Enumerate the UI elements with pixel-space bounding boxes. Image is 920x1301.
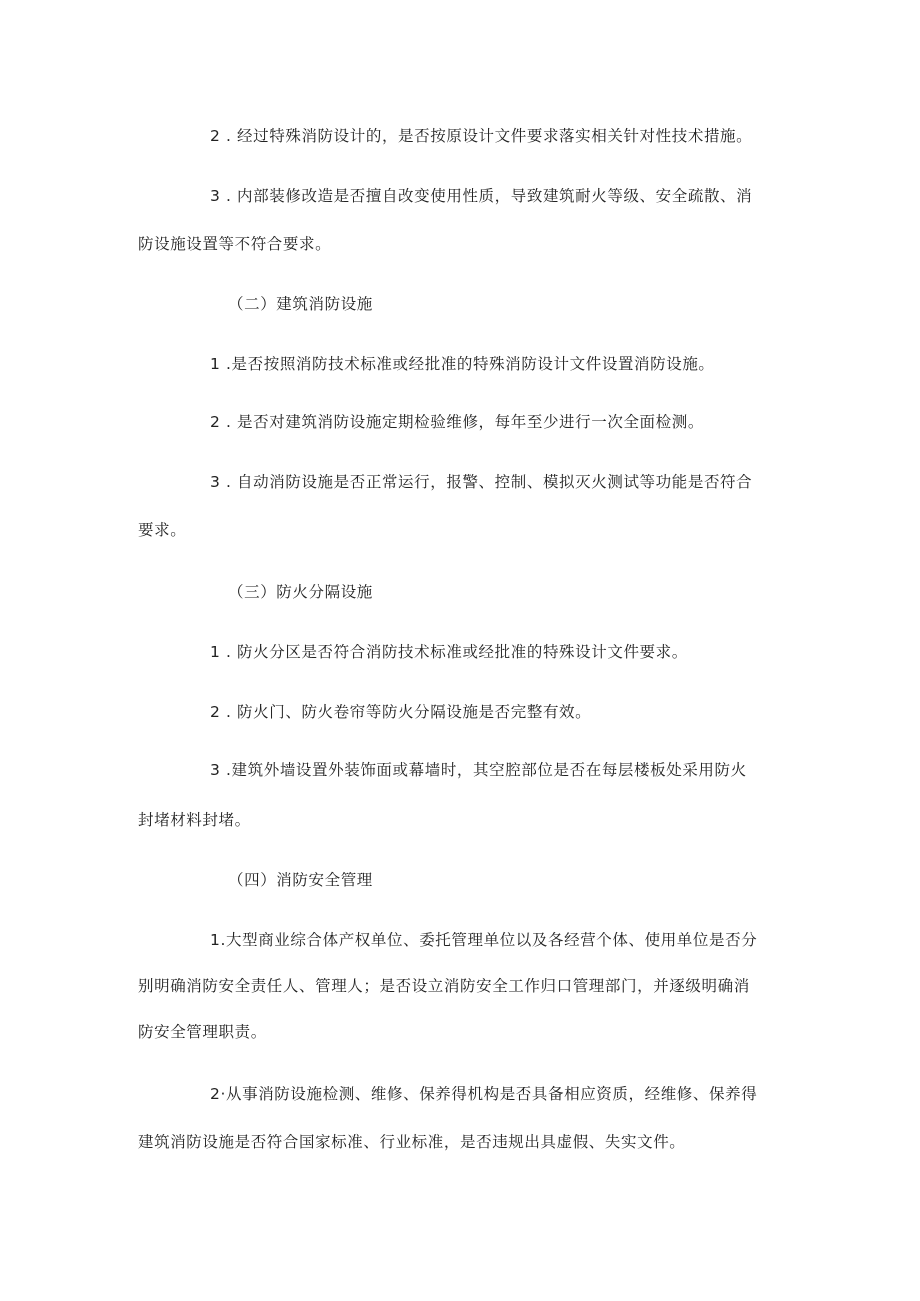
- paragraph-line: 建筑消防设施是否符合国家标准、行业标准，是否违规出具虚假、失实文件。: [138, 1133, 686, 1151]
- paragraph-line: 别明确消防安全责任人、管理人；是否设立消防安全工作归口管理部门，并逐级明确消: [138, 977, 750, 995]
- paragraph-line: 2 . 防火门、防火卷帘等防火分隔设施是否完整有效。: [210, 703, 592, 721]
- paragraph-line: 防设施设置等不符合要求。: [138, 235, 332, 253]
- paragraph-line: 防安全管理职责。: [138, 1023, 267, 1041]
- paragraph-line: 2 . 经过特殊消防设计的，是否按原设计文件要求落实相关针对性技术措施。: [210, 127, 753, 145]
- paragraph-line: 2 . 是否对建筑消防设施定期检验维修，每年至少进行一次全面检测。: [210, 413, 704, 431]
- paragraph-line: 2·从事消防设施检测、维修、保养得机构是否具备相应资质，经维修、保养得: [210, 1085, 758, 1103]
- paragraph-line: 3 . 内部装修改造是否擅自改变使用性质，导致建筑耐火等级、安全疏散、消: [210, 187, 753, 205]
- paragraph-line: 1 . 防火分区是否符合消防技术标准或经批准的特殊设计文件要求。: [210, 643, 688, 661]
- paragraph-line: 1.大型商业综合体产权单位、委托管理单位以及各经营个体、使用单位是否分: [210, 931, 758, 949]
- paragraph-line: 封堵材料封堵。: [138, 811, 251, 829]
- paragraph-line: 3 . 自动消防设施是否正常运行，报警、控制、模拟灭火测试等功能是否符合: [210, 473, 753, 491]
- paragraph-line: 1 .是否按照消防技术标准或经批准的特殊消防设计文件设置消防设施。: [210, 355, 715, 373]
- section-heading: （三）防火分隔设施: [228, 583, 373, 601]
- section-heading: （二）建筑消防设施: [228, 295, 373, 313]
- paragraph-line: 3 .建筑外墙设置外装饰面或幕墙时，其空腔部位是否在每层楼板处采用防火: [210, 761, 747, 779]
- section-heading: （四）消防安全管理: [228, 871, 373, 889]
- paragraph-line: 要求。: [138, 521, 187, 539]
